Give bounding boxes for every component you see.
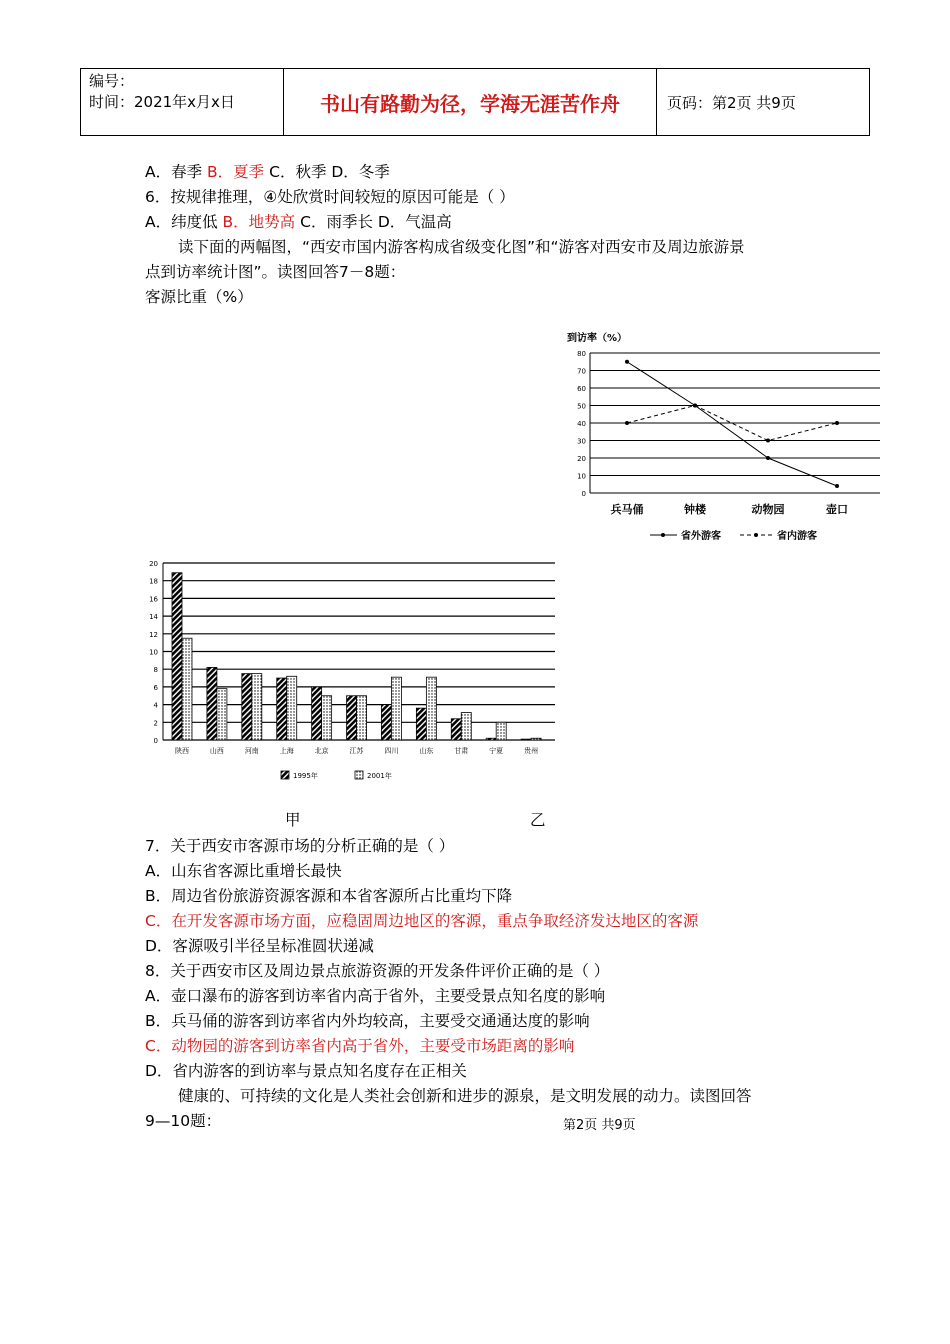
bar-1995 [381,705,391,740]
line-chart-y-tick-label: 60 [577,385,586,393]
line-chart-point [625,421,629,425]
bar-chart-y-tick-label: 20 [149,560,158,568]
q8-option-b: B．兵马俑的游客到访率省内外均较高，主要受交通通达度的影响 [145,1012,590,1030]
bar-chart-x-tick-label: 北京 [314,747,329,755]
legend-label-in-province: 省内游客 [777,531,817,542]
line-chart-point [693,404,697,408]
legend-marker [754,533,758,537]
q6-option-b: B．地势高 [222,213,296,231]
q5-options [145,160,390,182]
visit-rate-line-chart [555,325,890,550]
bar-1995 [416,708,426,740]
line-chart-point [835,421,839,425]
q7-stem: 7．关于西安市客源市场的分析正确的是（ ） [145,837,455,855]
bar-chart-y-tick-label: 18 [149,577,158,586]
bar-chart-x-tick-label: 山东 [419,747,434,755]
q8-option-a: A．壶口瀑布的游客到访率省内高于省外，主要受景点知名度的影响 [145,987,606,1005]
bar-chart-y-tick-label: 12 [149,630,158,639]
q8-option-d: D．省内游客的到访率与景点知名度存在正相关 [145,1062,467,1080]
line-chart-y-tick-label: 40 [577,420,586,428]
legend-swatch-1995 [281,771,289,779]
bar-1995 [521,739,531,740]
chart-label-yi: 乙 [530,811,546,829]
line-chart-y-ticks [577,350,586,498]
legend-label-2001: 2001年 [367,772,392,780]
bar-2001 [391,677,401,740]
bar-2001 [461,713,471,740]
line-chart-point [625,360,629,364]
bar-chart-x-tick-label: 四川 [384,747,399,755]
line-chart-y-tick-label: 0 [581,490,586,498]
line-chart-series [625,360,839,488]
bar-chart-y-tick-label: 8 [153,666,158,675]
bar-1995 [451,719,461,740]
bar-2001 [287,676,297,740]
line-chart-point [766,456,770,460]
q5-option-cd: C．秋季 D．冬季 [269,163,390,181]
bar-chart-x-tick-label: 陕西 [175,747,189,755]
q7-option-a: A．山东省客源比重增长最快 [145,862,342,880]
line-chart-x-tick-label: 兵马俑 [610,503,644,516]
bar-chart-x-tick-label: 上海 [279,747,294,755]
q5-option-a: A．春季 [145,163,203,181]
legend-label-1995: 1995年 [293,772,318,780]
q6-option-a: A．纬度低 [145,213,218,231]
bar-1995 [347,696,357,740]
bar-chart-x-tick-label: 河南 [244,747,259,755]
page-header [80,68,870,136]
line-chart-x-tick-label: 钟楼 [684,503,706,516]
page-info: 页码：第2页 共9页 [667,93,796,112]
source-share-bar-chart [140,555,560,785]
q6-option-cd: C．雨季长 D．气温高 [300,213,452,231]
q5-option-b: B．夏季 [207,163,265,181]
chart-label-jia: 甲 [285,811,301,829]
bar-chart-y-tick-label: 6 [153,683,158,692]
bar-2001 [182,638,192,740]
intro-line-3: 健康的、可持续的文化是人类社会创新和进步的源泉，是文明发展的动力。读图回答 [178,1087,752,1105]
bar-chart-y-tick-label: 4 [153,701,158,710]
q6-options [145,210,452,232]
bar-chart-y-tick-label: 0 [153,737,158,745]
bar-chart-y-tick-label: 14 [149,613,158,622]
line-chart-y-tick-label: 80 [577,350,586,358]
bar-2001 [322,696,332,740]
bar-2001 [217,689,227,740]
bar-chart-y-tick-label: 10 [149,648,158,657]
legend-marker [661,533,665,537]
bar-chart-x-tick-label: 贵州 [524,747,539,755]
line-chart-x-ticks [611,502,849,516]
bar-chart-x-ticks [175,746,538,755]
intro-line-1: 读下面的两幅图，“西安市国内游客构成省级变化图”和“游客对西安市及周边旅游景 [178,238,745,256]
bar-2001 [357,696,367,740]
bar-chart-legend [281,771,392,780]
bar-2001 [426,677,436,740]
line-chart-y-tick-label: 10 [577,472,586,481]
line-chart-y-tick-label: 30 [577,437,586,446]
bar-chart-y-tick-label: 16 [149,595,158,604]
bar-chart-x-tick-label: 甘肃 [454,747,469,755]
bar-1995 [242,674,252,740]
bar-2001 [531,738,541,740]
q8-option-c: C．动物园的游客到访率省内高于省外，主要受市场距离的影响 [145,1037,575,1055]
number-label: 编号： [89,72,135,90]
chart-a-ylabel: 客源比重（%） [145,288,253,306]
bar-chart-y-ticks [149,560,158,745]
line-chart-point [835,484,839,488]
bar-1995 [172,573,182,740]
bar-1995 [277,678,287,740]
line-chart-x-tick-label: 动物园 [751,503,785,516]
q7-option-b: B．周边省份旅游资源客源和本省客源所占比重均下降 [145,887,513,905]
intro-line-4: 9—10题： [145,1112,222,1130]
q6-stem: 6．按规律推理，④处欣赏时间较短的原因可能是（ ） [145,188,515,206]
line-chart-point [766,439,770,443]
intro-line-2: 点到访率统计图”。读图回答7－8题： [145,263,406,281]
bar-chart-x-tick-label: 宁夏 [489,747,504,755]
bar-1995 [486,738,496,740]
line-chart-y-tick-label: 50 [577,402,586,411]
legend-swatch-2001 [355,771,363,779]
bar-chart-x-tick-label: 山西 [209,747,224,755]
bar-2001 [496,722,506,740]
bar-1995 [207,667,217,740]
q7-option-d: D．客源吸引半径呈标准圆状递减 [145,937,374,955]
bar-chart-y-tick-label: 2 [153,719,158,728]
page-footer: 第2页 共9页 [563,1118,636,1133]
header-meta [81,69,284,135]
date-label: 时间：2021年x月x日 [89,93,235,111]
line-chart-ylabel: 到访率（%） [567,333,628,344]
bar-1995 [312,687,322,740]
line-chart-legend [650,529,817,542]
legend-label-out-of-province: 省外游客 [681,531,721,542]
line-chart-y-tick-label: 70 [577,367,586,376]
line-chart-x-tick-label: 壶口 [826,503,848,516]
motto: 书山有路勤为径，学海无涯苦作舟 [284,69,657,135]
line-chart-y-tick-label: 20 [577,455,586,463]
q8-stem: 8．关于西安市区及周边景点旅游资源的开发条件评价正确的是（ ） [145,962,610,980]
bar-chart-x-tick-label: 江苏 [349,747,364,755]
bar-2001 [252,674,262,740]
series-line-out-of-province [627,362,837,486]
q7-option-c: C．在开发客源市场方面，应稳固周边地区的客源，重点争取经济发达地区的客源 [145,912,699,930]
